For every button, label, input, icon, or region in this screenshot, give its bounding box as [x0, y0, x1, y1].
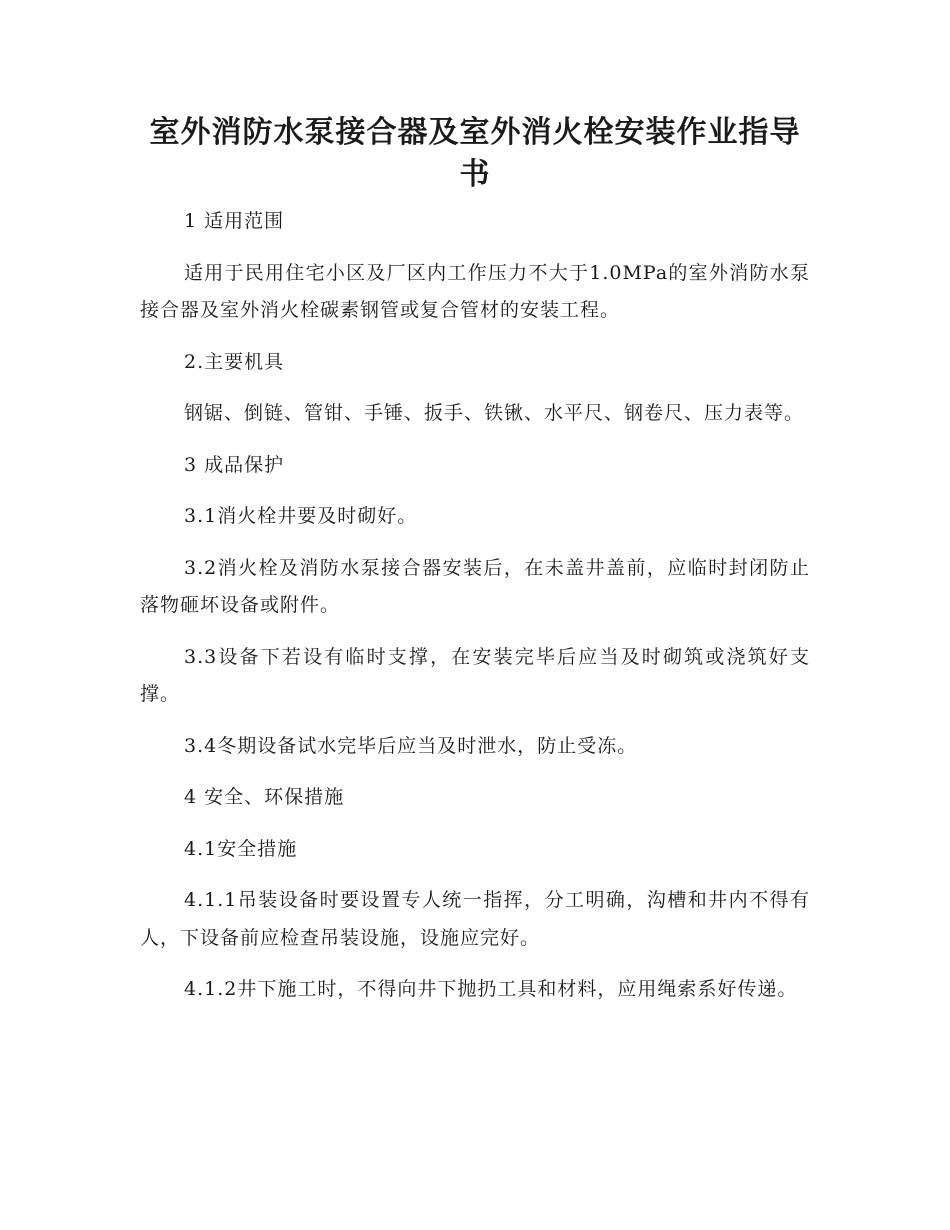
paragraph-3-1: 3.1消火栓井要及时砌好。 — [184, 505, 418, 527]
document-body — [140, 203, 810, 1023]
section-heading-tools: 2.主要机具 — [184, 350, 285, 373]
section-heading-protection: 3 成品保护 — [184, 453, 285, 476]
paragraph-4-1-1: 4.1.1吊装设备时要设置专人统一指挥，分工明确，沟槽和井内不得有人，下设备前应检查吊装设施，设施应完好。 — [140, 889, 810, 949]
document-title: 室外消防水泵接合器及室外消火栓安装作业指导书 — [149, 115, 801, 192]
section-heading-safety: 4 安全、环保措施 — [184, 786, 345, 808]
paragraph-3-2: 3.2消火栓及消防水泵接合器安装后，在未盖井盖前，应临时封闭防止落物砸坏设备或附件。 — [140, 556, 810, 616]
paragraph-scope-text: 适用于民用住宅小区及厂区内工作压力不大于1.0MPa的室外消防水泵接合器及室外消火栓碳素钢管或复合管材的安装工程。 — [140, 261, 810, 321]
subsection-heading-4-1: 4.1安全措施 — [184, 837, 298, 860]
paragraph-4-1-2: 4.1.2井下施工时，不得向井下抛扔工具和材料，应用绳索系好传递。 — [184, 978, 798, 1000]
section-heading-scope: 1 适用范围 — [184, 210, 285, 232]
paragraph-tools-text: 钢锯、倒链、管钳、手锤、扳手、铁锹、水平尺、钢卷尺、压力表等。 — [184, 402, 805, 424]
paragraph-3-4: 3.4冬期设备试水完毕后应当及时泄水，防止受冻。 — [184, 734, 638, 757]
paragraph-3-3: 3.3设备下若设有临时支撑，在安装完毕后应当及时砌筑或浇筑好支撑。 — [140, 645, 810, 705]
